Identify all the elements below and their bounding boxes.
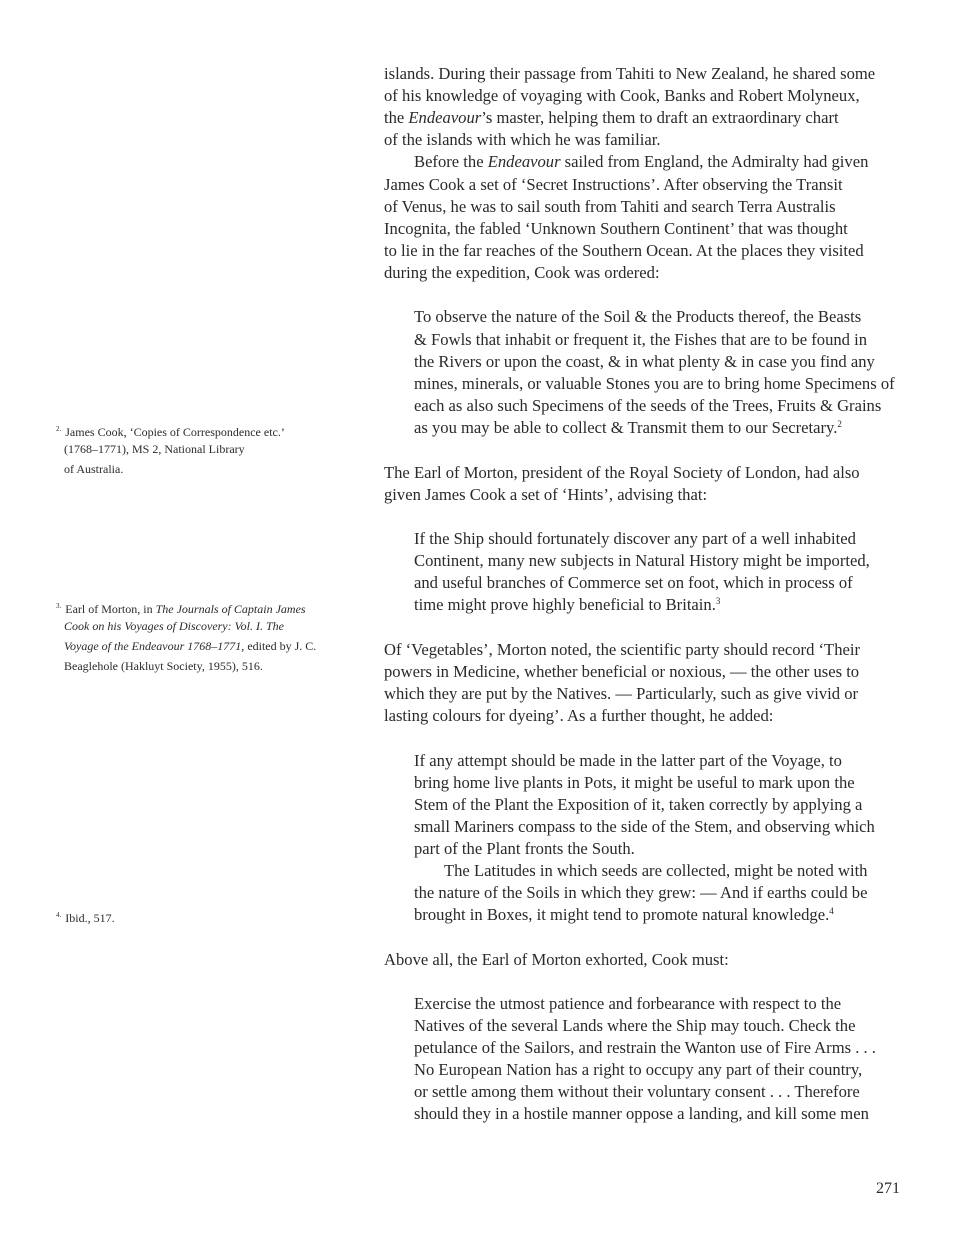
footnote-line: Voyage of the Endeavour 1768–1771, edited by J. C. — [64, 639, 317, 653]
block-quote-line: as you may be able to collect & Transmit them to our Secretary.$^2$ — [414, 418, 842, 437]
footnote-3: $^{3.}$ Earl of Morton, in The Journals of Captain James — [56, 602, 306, 616]
ship-name: Endeavour — [487, 152, 561, 171]
block-quote-line: small Mariners compass to the side of the Stem, and observing which — [414, 817, 875, 836]
block-quote-line: part of the Plant fronts the South. — [414, 839, 635, 858]
text-line: of his knowledge of voyaging with Cook, Banks and Robert Molyneux, — [384, 86, 860, 105]
text-line: James Cook a set of ‘Secret Instructions’. After observing the Transit — [384, 175, 843, 194]
block-quote-line: Exercise the utmost patience and forbearance with respect to the — [414, 994, 842, 1013]
text-line: which they are put by the Natives. — Particularly, such as give vivid or — [384, 684, 859, 703]
block-quote-line: & Fowls that inhabit or frequent it, the Fishes that are to be found in — [414, 330, 868, 349]
footnote-ref[interactable]: 3 — [715, 596, 721, 606]
text-line: Of ‘Vegetables’, Morton noted, the scientific party should record ‘Their — [384, 640, 860, 659]
footnote-number: 2. — [56, 425, 62, 433]
footnote-line: (1768–1771), MS 2, National Library — [64, 442, 245, 456]
block-quote-line: mines, minerals, or valuable Stones you are to bring home Specimens of — [414, 374, 895, 393]
text-line: of Venus, he was to sail south from Tahiti and search Terra Australis — [384, 197, 836, 216]
text-line: islands. During their passage from Tahiti to New Zealand, he shared some — [384, 64, 876, 83]
block-quote-line: Stem of the Plant the Exposition of it, taken correctly by applying a — [414, 795, 863, 814]
text-line: given James Cook a set of ‘Hints’, advising that: — [384, 485, 708, 504]
footnote-2: $^{2.}$ James Cook, ‘Copies of Correspondence etc.’ — [56, 425, 285, 439]
footnote-line: Beaglehole (Hakluyt Society, 1955), 516. — [64, 659, 263, 673]
block-quote-line: the nature of the Soils in which they grew: — And if earths could be — [414, 883, 868, 902]
text-line: powers in Medicine, whether beneficial or noxious, — the other uses to — [384, 662, 860, 681]
block-quote-line: If any attempt should be made in the latter part of the Voyage, to — [414, 751, 842, 770]
block-quote-line: No European Nation has a right to occupy any part of their country, — [414, 1060, 863, 1079]
footnote-ref[interactable]: 4 — [829, 906, 834, 916]
block-quote-line: the Rivers or upon the coast, & in what plenty & in case you find any — [414, 352, 875, 371]
block-quote-line: bring home live plants in Pots, it might be useful to mark upon the — [414, 773, 855, 792]
text-line: the Endeavour’s master, helping them to draft an extraordinary chart — [384, 108, 839, 127]
footnote-number: 3. — [56, 602, 62, 610]
block-quote-line: Continent, many new subjects in Natural History might be imported, — [414, 551, 870, 570]
text-line: Incognita, the fabled ‘Unknown Southern Continent’ that was thought — [384, 219, 848, 238]
block-quote-line: time might prove highly beneficial to Britain.$^3$ — [414, 595, 721, 614]
footnote-line: Cook on his Voyages of Discovery: Vol. I. The — [64, 619, 284, 633]
text-line: The Earl of Morton, president of the Royal Society of London, had also — [384, 463, 860, 482]
text-line: Before the Endeavour sailed from England, the Admiralty had given — [414, 152, 869, 171]
footnote-line: of Australia. — [64, 462, 124, 476]
text-line: lasting colours for dyeing’. As a further thought, he added: — [384, 706, 774, 725]
block-quote-line: each as also such Specimens of the seeds of the Trees, Fruits & Grains — [414, 396, 882, 415]
block-quote-line: or settle among them without their voluntary consent . . . Therefore — [414, 1082, 860, 1101]
text-line: during the expedition, Cook was ordered: — [384, 263, 660, 282]
block-quote-line: To observe the nature of the Soil & the Products thereof, the Beasts — [414, 307, 862, 326]
text-line: of the islands with which he was familiar. — [384, 130, 661, 149]
block-quote-line: If the Ship should fortunately discover any part of a well inhabited — [414, 529, 856, 548]
ship-name: Endeavour — [408, 108, 482, 127]
block-quote-line: should they in a hostile manner oppose a landing, and kill some men — [414, 1104, 869, 1123]
footnote-4: $^{4.}$ Ibid., 517. — [56, 911, 115, 925]
block-quote-line: brought in Boxes, it might tend to promote natural knowledge.$^4$ — [414, 905, 834, 924]
footnote-number: 4. — [56, 911, 62, 919]
block-quote-line: The Latitudes in which seeds are collected, might be noted with — [444, 861, 868, 880]
block-quote-line: and useful branches of Commerce set on foot, which in process of — [414, 573, 853, 592]
block-quote-line: Natives of the several Lands where the Ship may touch. Check the — [414, 1016, 856, 1035]
footnote-ref[interactable]: 2 — [837, 419, 842, 429]
text-line: Above all, the Earl of Morton exhorted, Cook must: — [384, 950, 729, 969]
block-quote-line: petulance of the Sailors, and restrain the Wanton use of Fire Arms . . . — [414, 1038, 876, 1057]
page-number: 271 — [876, 1180, 900, 1197]
text-line: to lie in the far reaches of the Southern Ocean. At the places they visited — [384, 241, 864, 260]
